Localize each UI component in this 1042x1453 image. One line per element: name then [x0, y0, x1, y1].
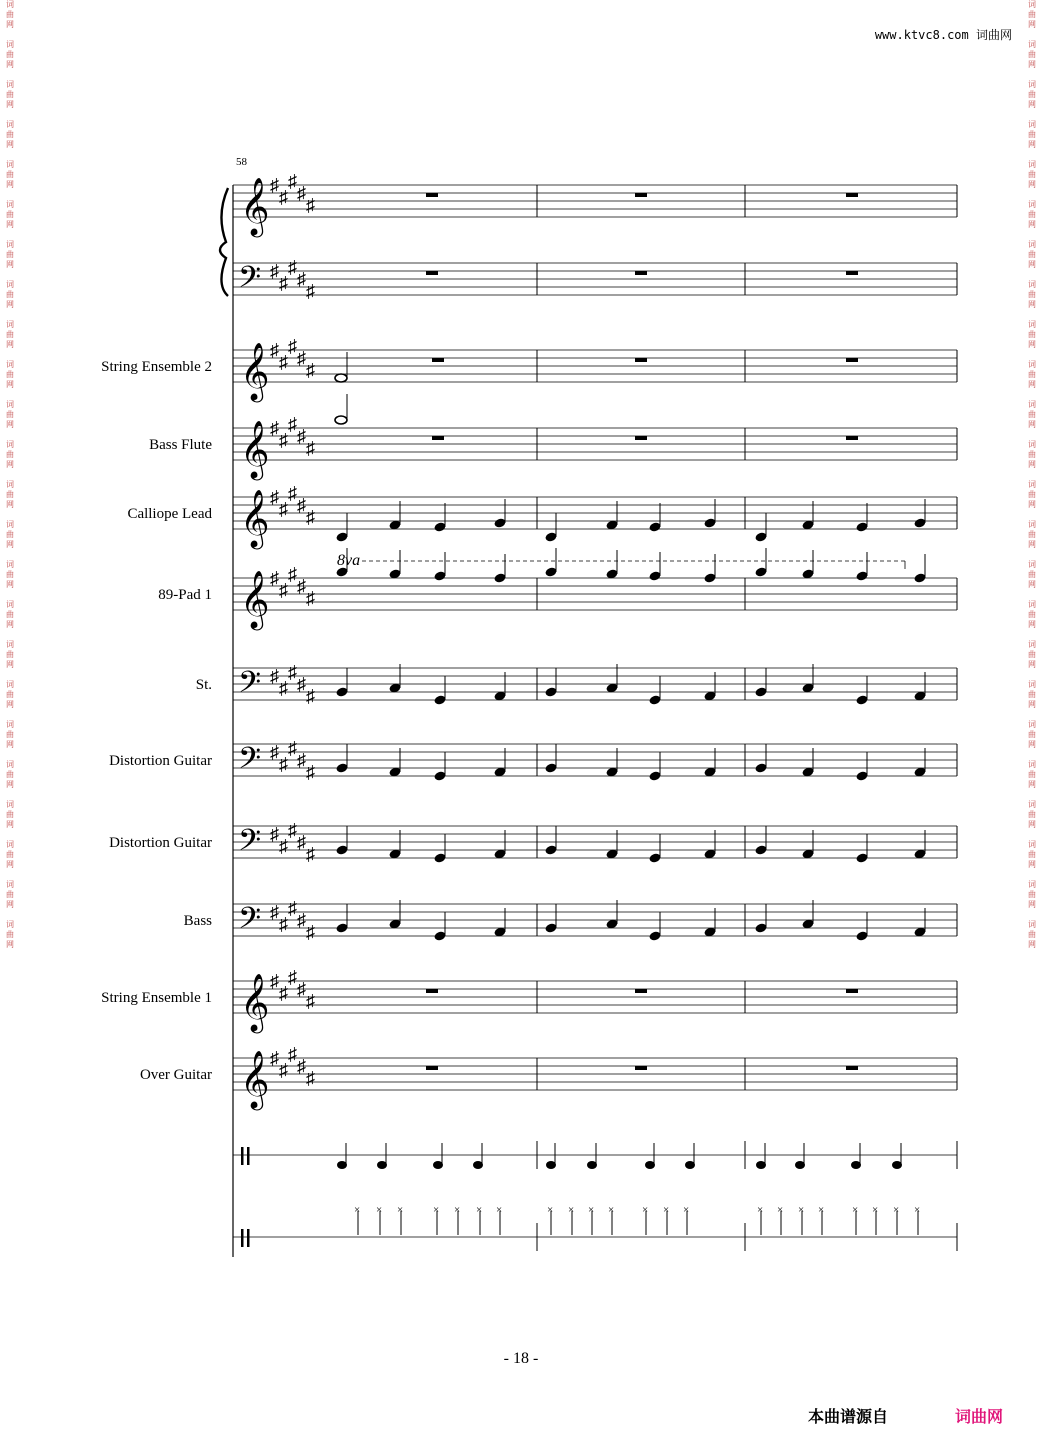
footer-brand-link[interactable]: 词曲网	[955, 1407, 1004, 1426]
sharp-icon: ♯	[297, 576, 306, 596]
cymbal-x-icon: ×	[476, 1204, 483, 1216]
whole-rest-icon	[635, 193, 647, 197]
treble-clef-icon: 𝄞	[240, 571, 270, 627]
measure-number: 58	[236, 156, 247, 168]
sharp-icon: ♯	[279, 499, 288, 519]
footer-source-text: 本曲谱源自	[808, 1407, 889, 1426]
sharp-icon: ♯	[288, 738, 297, 758]
sharp-icon: ♯	[306, 991, 315, 1011]
sharp-icon: ♯	[279, 983, 288, 1003]
sharp-icon: ♯	[288, 483, 297, 503]
sharp-icon: ♯	[270, 666, 279, 686]
sharp-icon: ♯	[297, 832, 306, 852]
page-number: - 18 -	[503, 1350, 539, 1367]
sharp-icon: ♯	[279, 273, 288, 293]
cymbal-x-icon: ×	[608, 1204, 615, 1216]
staff-string-ensemble-2	[233, 336, 957, 403]
sharp-icon: ♯	[297, 910, 306, 930]
cymbal-x-icon: ×	[757, 1204, 764, 1216]
instrument-label-calliope-lead: Calliope Lead	[127, 506, 212, 522]
sharp-icon: ♯	[288, 898, 297, 918]
sharp-icon: ♯	[297, 348, 306, 368]
treble-clef-icon: 𝄞	[240, 490, 270, 546]
treble-clef-icon: 𝄞	[240, 974, 270, 1030]
sharp-icon: ♯	[306, 507, 315, 527]
sharp-icon: ♯	[297, 495, 306, 515]
treble-clef-icon: 𝄞	[240, 343, 270, 399]
cymbal-x-icon: ×	[496, 1204, 503, 1216]
grand-staff-brace	[220, 188, 228, 296]
sharp-icon: ♯	[279, 754, 288, 774]
staff-over-guitar	[233, 1044, 957, 1111]
sharp-icon: ♯	[288, 336, 297, 356]
sharp-icon: ♯	[288, 967, 297, 987]
sharp-icon: ♯	[279, 352, 288, 372]
cymbal-x-icon: ×	[818, 1204, 825, 1216]
sharp-icon: ♯	[297, 269, 306, 289]
treble-clef-icon: 𝄞	[240, 178, 270, 234]
staff-drums-1	[233, 1141, 957, 1169]
whole-rest-icon	[846, 193, 858, 197]
sharp-icon: ♯	[297, 674, 306, 694]
sharp-icon: ♯	[279, 430, 288, 450]
cymbal-x-icon: ×	[893, 1204, 900, 1216]
sharp-icon: ♯	[270, 824, 279, 844]
cymbal-x-icon: ×	[397, 1204, 404, 1216]
instrument-label-over-guitar: Over Guitar	[139, 1067, 212, 1083]
treble-clef-icon: 𝄞	[240, 421, 270, 477]
sharp-icon: ♯	[279, 187, 288, 207]
sharp-icon: ♯	[297, 183, 306, 203]
whole-rest-icon	[635, 358, 647, 362]
sharp-icon: ♯	[306, 762, 315, 782]
sharp-icon: ♯	[306, 360, 315, 380]
whole-rest-icon	[846, 271, 858, 275]
sharp-icon: ♯	[270, 418, 279, 438]
sharp-icon: ♯	[306, 1068, 315, 1088]
cymbal-x-icon: ×	[547, 1204, 554, 1216]
cymbal-x-icon: ×	[798, 1204, 805, 1216]
whole-rest-icon	[635, 1066, 647, 1070]
cymbal-x-icon: ×	[914, 1204, 921, 1216]
instrument-label-distortion-guitar-2: Distortion Guitar	[109, 835, 212, 851]
instrument-labels	[101, 359, 212, 1083]
whole-rest-icon	[635, 989, 647, 993]
sharp-icon: ♯	[288, 171, 297, 191]
percussion-clef-icon	[241, 1229, 244, 1247]
instrument-label-st: St.	[195, 677, 212, 693]
cymbal-x-icon: ×	[376, 1204, 383, 1216]
whole-rest-icon	[426, 271, 438, 275]
sharp-icon: ♯	[288, 257, 297, 277]
site-url[interactable]: www.ktvc8.com	[874, 28, 969, 42]
sharp-icon: ♯	[288, 662, 297, 682]
sharp-icon: ♯	[306, 438, 315, 458]
sharp-icon: ♯	[279, 836, 288, 856]
sharp-icon: ♯	[279, 678, 288, 698]
instrument-label-bass-flute: Bass Flute	[149, 437, 212, 453]
cymbal-x-icon: ×	[568, 1204, 575, 1216]
staff-piano-treble	[233, 171, 957, 238]
sharp-icon: ♯	[270, 487, 279, 507]
whole-rest-icon	[846, 436, 858, 440]
bass-clef-icon: 𝄢	[238, 824, 262, 864]
sharp-icon: ♯	[297, 750, 306, 770]
treble-clef-icon: 𝄞	[240, 1051, 270, 1107]
cymbal-x-icon: ×	[588, 1204, 595, 1216]
instrument-label-pad-89: 89-Pad 1	[158, 587, 212, 603]
sharp-icon: ♯	[270, 902, 279, 922]
cymbal-x-icon: ×	[852, 1204, 859, 1216]
staff-calliope-lead	[233, 483, 957, 550]
cymbal-x-icon: ×	[872, 1204, 879, 1216]
sharp-icon: ♯	[306, 195, 315, 215]
sharp-icon: ♯	[270, 175, 279, 195]
sharp-icon: ♯	[270, 568, 279, 588]
whole-rest-icon	[432, 436, 444, 440]
bass-clef-icon: 𝄢	[238, 742, 262, 782]
instrument-label-bass: Bass	[183, 913, 212, 929]
sharp-icon: ♯	[288, 564, 297, 584]
sharp-icon: ♯	[279, 914, 288, 934]
cymbal-x-icon: ×	[777, 1204, 784, 1216]
bass-clef-icon: 𝄢	[238, 902, 262, 942]
instrument-label-string-ensemble-2: String Ensemble 2	[101, 359, 212, 375]
sharp-icon: ♯	[306, 922, 315, 942]
cymbal-x-icon: ×	[354, 1204, 361, 1216]
staves-group	[220, 171, 957, 1257]
ottava-marking: 8va	[337, 552, 361, 569]
staff-st	[233, 662, 957, 706]
instrument-label-distortion-guitar-1: Distortion Guitar	[109, 753, 212, 769]
instrument-label-string-ensemble-1: String Ensemble 1	[101, 990, 212, 1006]
cymbal-x-icon: ×	[433, 1204, 440, 1216]
sharp-icon: ♯	[297, 426, 306, 446]
sharp-icon: ♯	[279, 580, 288, 600]
staff-piano-bass	[233, 257, 957, 301]
whole-rest-icon	[846, 358, 858, 362]
sharp-icon: ♯	[288, 414, 297, 434]
left-watermark-column: 词 曲 网 词 曲 网 词 曲 网 词 曲 网 词 曲 网 词 曲 网 词 曲 网 词 曲 网 词 曲 网 词 曲 网 词 曲 网 词 曲 网 词 曲 网 词 曲 网 词 曲 网 词 曲 网 词 曲 网 词 曲 网 词 曲 网 词 曲 网 词 曲 网 词 曲 网 词 曲 网 词 曲 网	[6, 0, 14, 949]
sharp-icon: ♯	[306, 281, 315, 301]
right-watermark-column: 词 曲 网 词 曲 网 词 曲 网 词 曲 网 词 曲 网 词 曲 网 词 曲 网 词 曲 网 词 曲 网 词 曲 网 词 曲 网 词 曲 网 词 曲 网 词 曲 网 词 曲 网 词 曲 网 词 曲 网 词 曲 网 词 曲 网 词 曲 网 词 曲 网 词 曲 网 词 曲 网 词 曲 网	[1028, 0, 1036, 949]
bass-clef-icon: 𝄢	[238, 261, 262, 301]
whole-rest-icon	[432, 358, 444, 362]
whole-rest-icon	[846, 989, 858, 993]
whole-rest-icon	[635, 271, 647, 275]
staff-distortion-guitar-2	[233, 820, 957, 864]
sharp-icon: ♯	[297, 1056, 306, 1076]
sharp-icon: ♯	[306, 588, 315, 608]
half-note	[335, 374, 347, 382]
sharp-icon: ♯	[270, 1048, 279, 1068]
staff-distortion-guitar-1	[233, 738, 957, 782]
sharp-icon: ♯	[270, 742, 279, 762]
sharp-icon: ♯	[270, 261, 279, 281]
staff-string-ensemble-1	[233, 967, 957, 1034]
sharp-icon: ♯	[306, 844, 315, 864]
sharp-icon: ♯	[297, 979, 306, 999]
staff-bass	[233, 898, 957, 942]
whole-rest-icon	[426, 1066, 438, 1070]
cymbal-x-icon: ×	[663, 1204, 670, 1216]
cymbal-x-icon: ×	[454, 1204, 461, 1216]
sharp-icon: ♯	[279, 1060, 288, 1080]
whole-rest-icon	[846, 1066, 858, 1070]
sharp-icon: ♯	[270, 971, 279, 991]
whole-rest-icon	[635, 436, 647, 440]
staff-bass-flute	[233, 394, 957, 481]
sharp-icon: ♯	[288, 1044, 297, 1064]
cymbal-x-icon: ×	[683, 1204, 690, 1216]
whole-rest-icon	[426, 989, 438, 993]
sharp-icon: ♯	[270, 340, 279, 360]
bass-clef-icon: 𝄢	[238, 666, 262, 706]
sharp-icon: ♯	[306, 686, 315, 706]
cymbal-x-icon: ×	[642, 1204, 649, 1216]
staff-drums-2	[233, 1204, 957, 1251]
site-name[interactable]: 词曲网	[975, 28, 1012, 42]
half-note	[335, 416, 347, 424]
sharp-icon: ♯	[288, 820, 297, 840]
whole-rest-icon	[426, 193, 438, 197]
percussion-clef-icon	[241, 1147, 244, 1165]
